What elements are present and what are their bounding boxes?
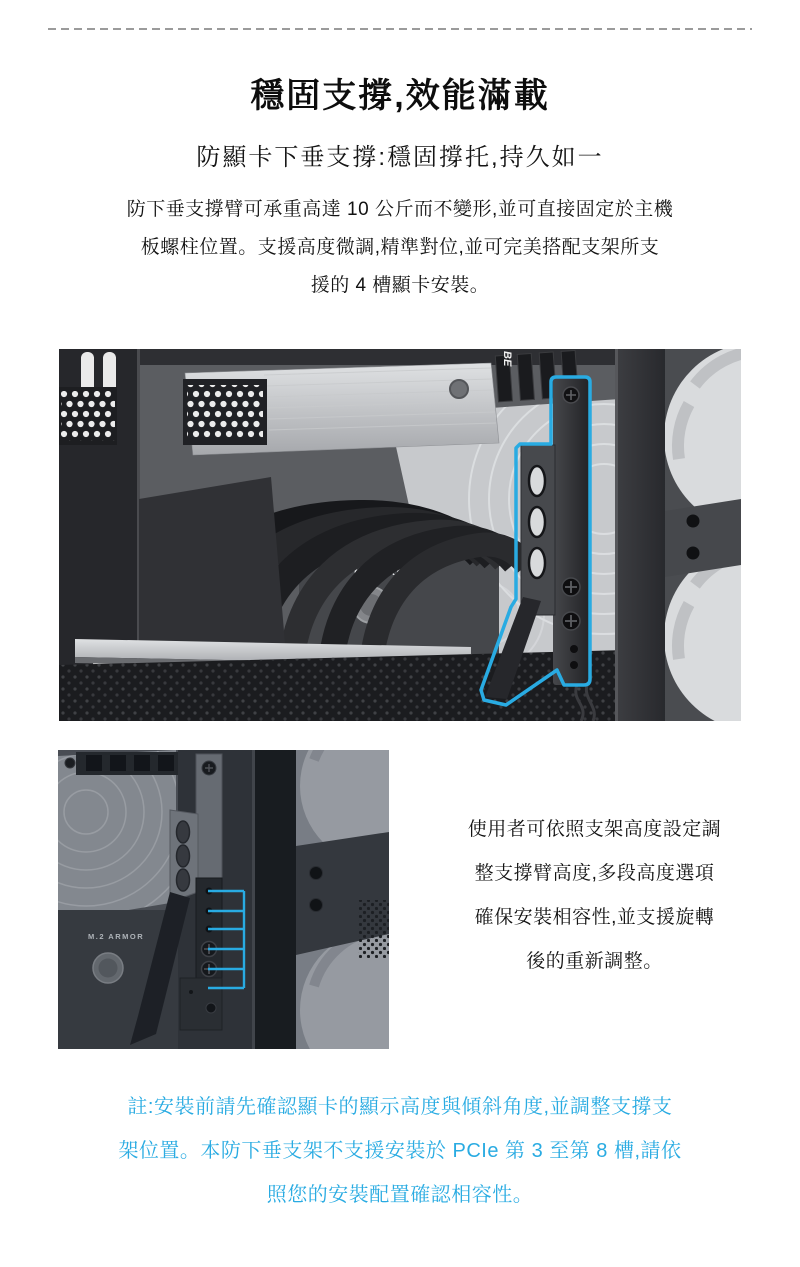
note-line-2: 架位置。本防下垂支架不支援安裝於 PCIe 第 3 至第 8 槽,請依	[118, 1140, 682, 1162]
fan-screw-hole	[687, 547, 700, 560]
compatibility-note	[60, 1085, 740, 1217]
intro-line-3: 援的 4 槽顯卡安裝。	[310, 275, 490, 296]
hex-vent	[187, 385, 263, 439]
main-photo-illustration	[59, 349, 741, 721]
height-adjustment-photo	[58, 750, 389, 1049]
detail-section	[0, 750, 800, 1049]
intro-paragraph	[70, 191, 730, 305]
bracket-screw-small	[570, 645, 578, 653]
case-brace	[139, 477, 287, 667]
intro-line-1: 防下垂支撐臂可承重高達 10 公斤而不變形,並可直接固定於主機	[126, 199, 674, 220]
case-fans	[664, 349, 741, 721]
m2-armor-label: M.2 ARMOR	[88, 932, 145, 941]
note-line-1: 註:安裝前請先確認顯卡的顯示高度與傾斜角度,並調整支撐支	[127, 1096, 673, 1118]
bracket-screw-small	[570, 661, 578, 669]
bracket-hole	[529, 507, 545, 537]
mobo-standoff	[450, 380, 468, 398]
product-page	[0, 28, 800, 1267]
detail-line-2: 整支撐臂高度,多段高度選項	[474, 863, 715, 884]
detail-line-1: 使用者可依照支架高度設定調	[467, 819, 722, 840]
board-be-marking: BE	[501, 351, 513, 367]
hex-vent	[61, 391, 115, 441]
page-title: 穩固支撐,效能滿載	[250, 77, 550, 115]
detail-photo-illustration	[58, 750, 389, 1049]
detail-line-4: 後的重新調整。	[526, 951, 663, 972]
detail-line-3: 確保安裝相容性,並支援旋轉	[474, 907, 715, 928]
case-right-side	[615, 349, 741, 721]
bracket-hole	[529, 466, 545, 496]
bracket-hole	[529, 548, 545, 578]
case-pillar	[615, 349, 665, 721]
bracket-column	[553, 377, 589, 685]
note-line-3: 照您的安裝配置確認相容性。	[266, 1184, 534, 1206]
fan-screw-hole	[687, 515, 700, 528]
m2-armor-label: M.2 ARMOR	[354, 567, 425, 578]
photo-tint	[58, 750, 389, 1049]
page-subtitle: 防顯卡下垂支撐:穩固撐托,持久如一	[196, 144, 604, 171]
main-product-photo	[59, 349, 741, 721]
detail-caption	[389, 750, 800, 984]
intro-line-2: 板螺柱位置。支援高度微調,精準對位,並可完美搭配支架所支	[140, 237, 660, 258]
top-dashed-divider	[48, 28, 752, 30]
